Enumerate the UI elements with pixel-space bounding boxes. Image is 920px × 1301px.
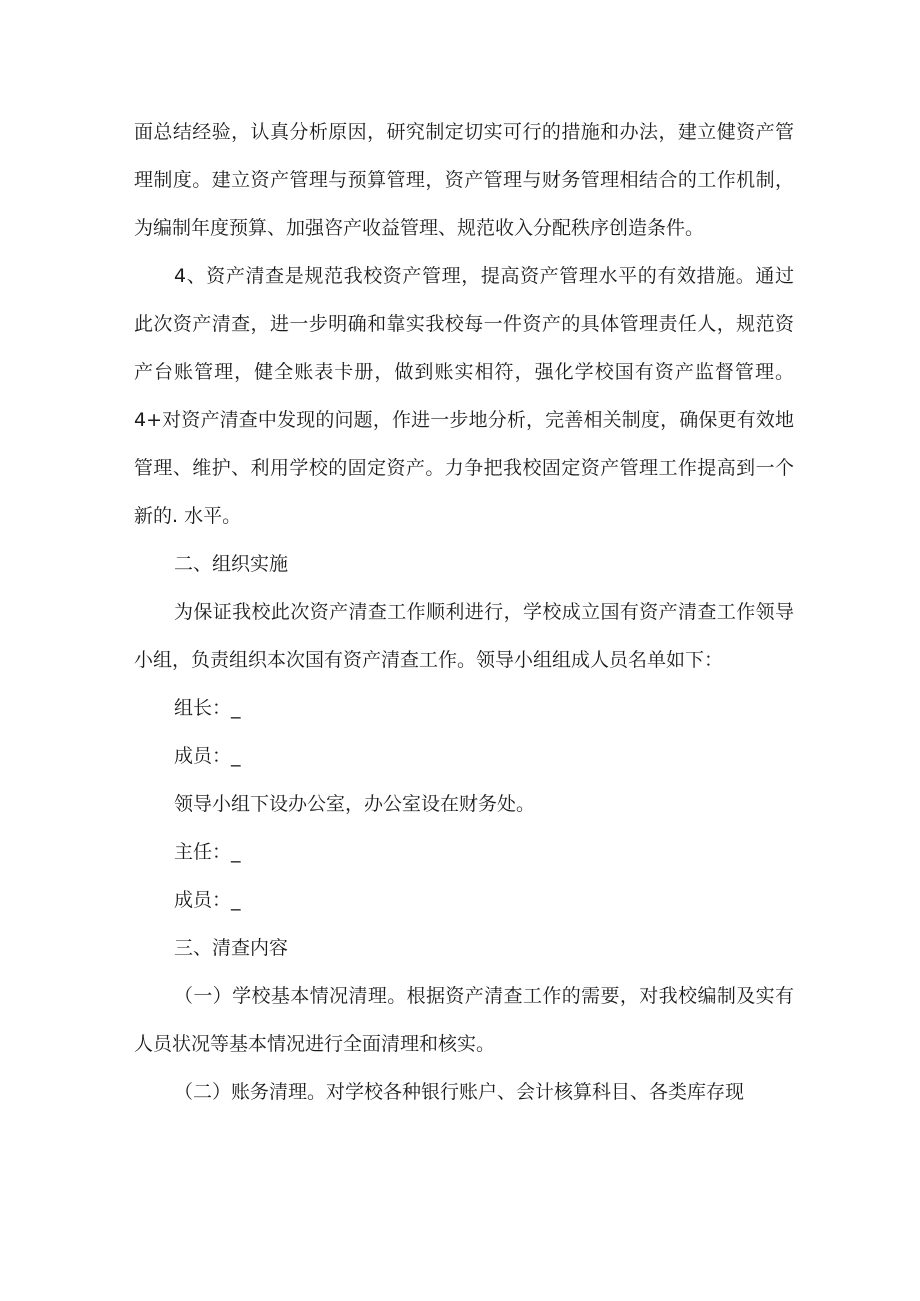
- paragraph-basic-situation: （一）学校基本情况清理。根据资产清查工作的需要，对我校编制及实有人员状况等基本情况进行全面清理和核实。: [134, 985, 794, 1055]
- paragraph-asset-inventory-measures: 4、资产清查是规范我校资产管理，提高资产管理水平的有效措施。通过此次资产清查，进一步明确和靠实我校每一件资产的具体管理责任人，规范资产台账管理，健全账表卡册，做到账实相符，强化学校国有资产监督管理。4+对资产清查中发现的问题，作进一步地分析，完善相关制度，确保更有效地管理、维护、利用学校的固定资产。力争把我校固定资产管理工作提高到一个新的. 水平。: [134, 265, 794, 527]
- group-leader-line: 组长：_: [174, 697, 241, 719]
- office-director-line: 主任：_: [174, 841, 241, 863]
- paragraph-leadership-group: 为保证我校此次资产清查工作顺利进行，学校成立国有资产清查工作领导小组，负责组织本次国有资产清查工作。领导小组组成人员名单如下：: [134, 601, 794, 671]
- group-members-line: 成员：_: [174, 745, 241, 767]
- section-heading-inventory-content: 三、清查内容: [174, 937, 289, 959]
- paragraph-office-location: 领导小组下设办公室，办公室设在财务处。: [174, 793, 536, 815]
- office-members-line: 成员：_: [174, 889, 241, 911]
- paragraph-asset-system: 面总结经验，认真分析原因，研究制定切实可行的措施和办法，建立健资产管理制度。建立资产管理与预算管理，资产管理与财务管理相结合的工作机制，为编制年度预算、加强咨产收益管理、规范收入分配秩序创造条件。: [134, 121, 794, 239]
- section-heading-organization: 二、组织实施: [174, 553, 289, 575]
- document-body: [134, 108, 794, 1116]
- paragraph-account-clearing: （二）账务清理。对学校各种银行账户、会计核算科目、各类库存现: [174, 1081, 745, 1103]
